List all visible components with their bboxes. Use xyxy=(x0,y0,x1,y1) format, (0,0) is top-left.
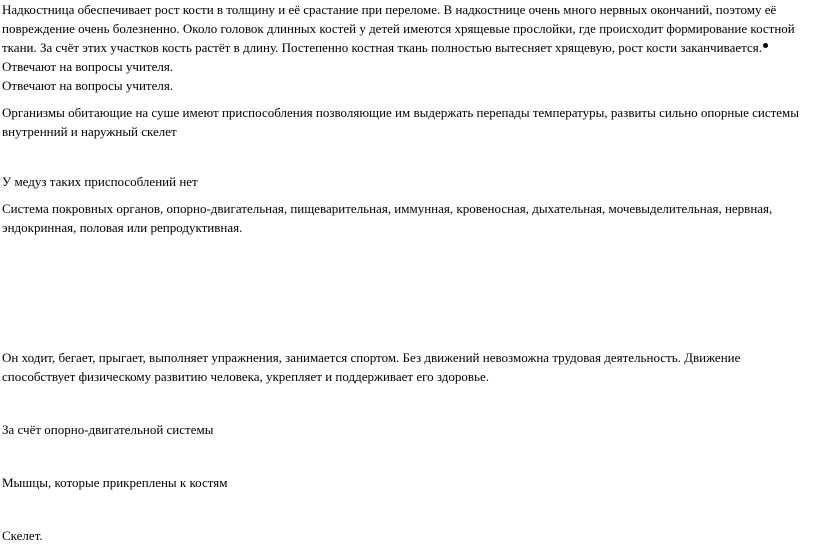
paragraph-organ-systems: Система покровных органов, опорно-двигательная, пищеварительная, иммунная, кровеносная, дыхательная, мочевыделительная, нервная, эндокринная, половая или репродуктивная. xyxy=(2,201,773,235)
paragraph-periosteum-answer: Отвечают на вопросы учителя. xyxy=(2,59,174,74)
paragraph-movement: Он ходит, бегает, прыгает, выполняет упражнения, занимается спортом. Без движений невозможна трудовая деятельность. Движение способствует физическому развитию человека, укрепляет и поддерживает его здоровье. xyxy=(2,350,741,384)
paragraph-muscles: Мышцы, которые прикреплены к костям xyxy=(2,475,228,490)
paragraph-skeleton: Скелет. xyxy=(2,528,43,543)
paragraph-jellyfish: У медуз таких приспособлений нет xyxy=(2,174,198,189)
paragraph-musculoskeletal: За счёт опорно-двигательной системы xyxy=(2,422,214,437)
paragraph-periosteum-text: Надкостница обеспечивает рост кости в толщину и её срастание при переломе. В надкостнице очень много нервных окончаний, поэтому её повреждение очень болезненно. Около головок длинных костей у детей имеются хрящевые прослойки, где происходит формирование костной ткани. За счёт этих участков кость растёт в длину. Постепенно костная ткань полностью вытесняет хрящевую, рост кости заканчивается. xyxy=(2,2,795,55)
paragraph-land-organisms: Организмы обитающие на суше имеют приспособления позволяющие им выдержать перепады температуры, развиты сильно опорные системы внутренний и наружный скелет xyxy=(2,105,800,139)
paragraph-answer-questions: Отвечают на вопросы учителя. xyxy=(2,78,174,93)
paragraph-periosteum xyxy=(2,0,812,76)
bullet-icon xyxy=(763,43,768,48)
